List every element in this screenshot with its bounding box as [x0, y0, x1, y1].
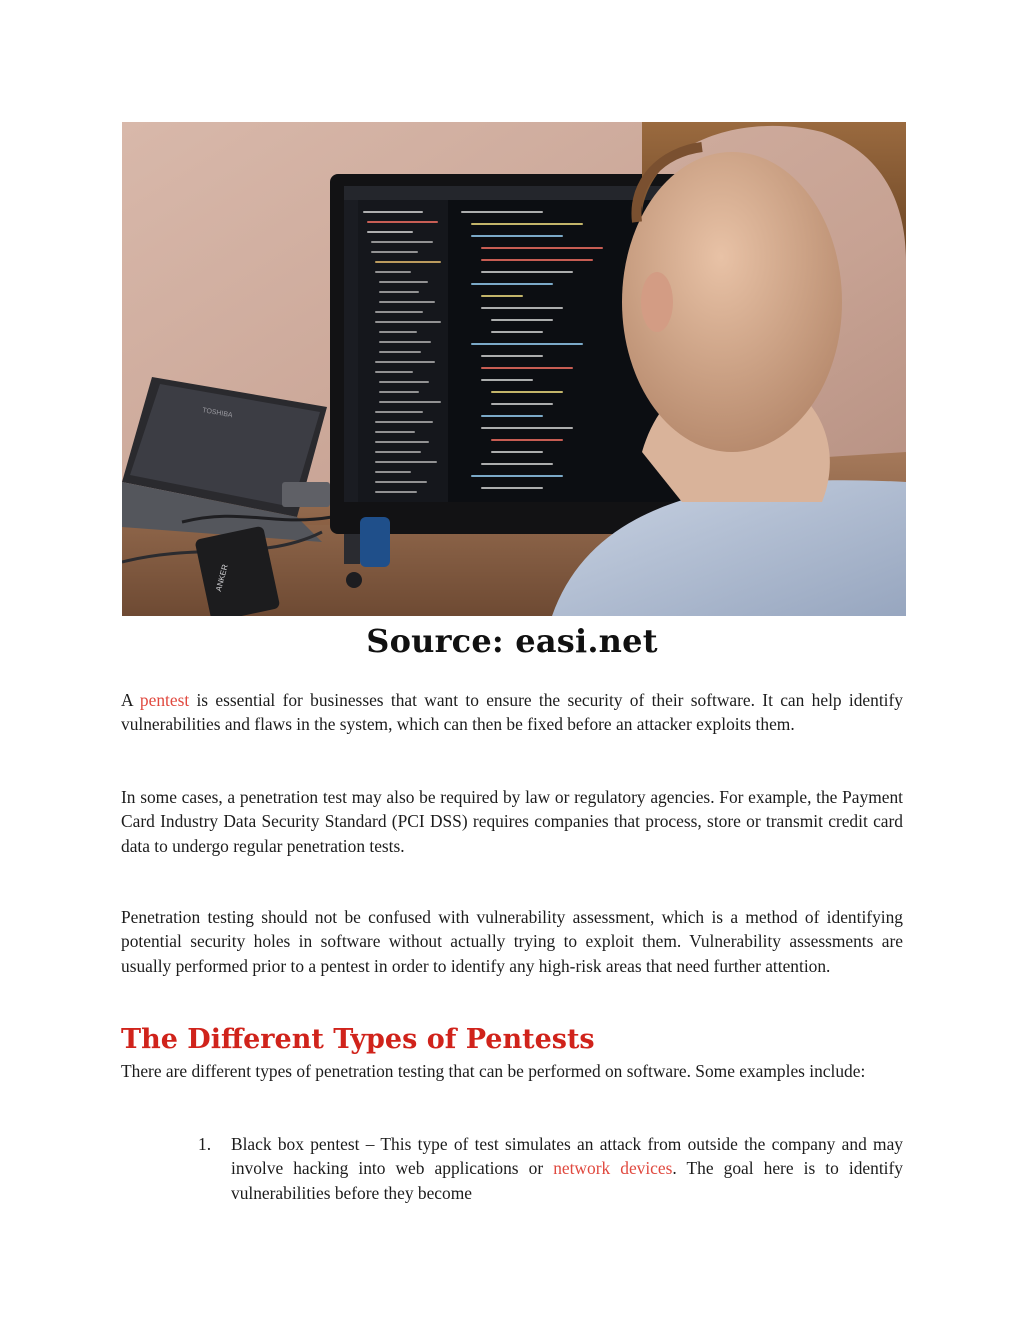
list-item-number: 1.: [198, 1134, 212, 1154]
list-item-prefix: Black box pentest – This type of test simulates an attack from outside the company and may involve hacking into web applications or: [231, 1134, 903, 1179]
paragraph-intro-prefix: A: [121, 690, 140, 710]
image-caption: Source: easi.net: [366, 622, 658, 660]
network-devices-link[interactable]: network devices: [553, 1158, 673, 1179]
paragraph-intro-suffix: is essential for businesses that want to ensure the security of their software. It can help identify vulnerabilities and flaws in the system, which can then be fixed before an attacker exploits them.: [121, 690, 903, 735]
pentest-link[interactable]: pentest: [139, 690, 190, 710]
list-item-suffix: . The goal here is to identify vulnerabilities before they become: [231, 1158, 903, 1203]
section-heading: The Different Types of Pentests: [121, 1024, 595, 1055]
svg-text:ANKER: ANKER: [213, 563, 230, 593]
paragraph-types-intro: There are different types of penetration testing that can be performed on software. Some examples include:: [121, 1061, 866, 1081]
article-photo: [122, 122, 906, 616]
svg-text:TOSHIBA: TOSHIBA: [201, 407, 234, 420]
photo-illustration: [122, 122, 906, 616]
paragraph-intro: [121, 688, 903, 737]
paragraph-regulations: In some cases, a penetration test may also be required by law or regulatory agencies. For example, the Payment Card Industry Data Security Standard (PCI DSS) requires companies that process, store or transmit credit card data to undergo regular penetration tests.: [121, 787, 903, 856]
paragraph-vulnerability-assessment: Penetration testing should not be confused with vulnerability assessment, which is a method of identifying potential security holes in software without actually trying to exploit them. Vulnerability assessments are usually performed prior to a pentest in order to identify any high-risk areas that need further attention.: [121, 907, 903, 976]
list-item-black-box: [231, 1132, 903, 1205]
